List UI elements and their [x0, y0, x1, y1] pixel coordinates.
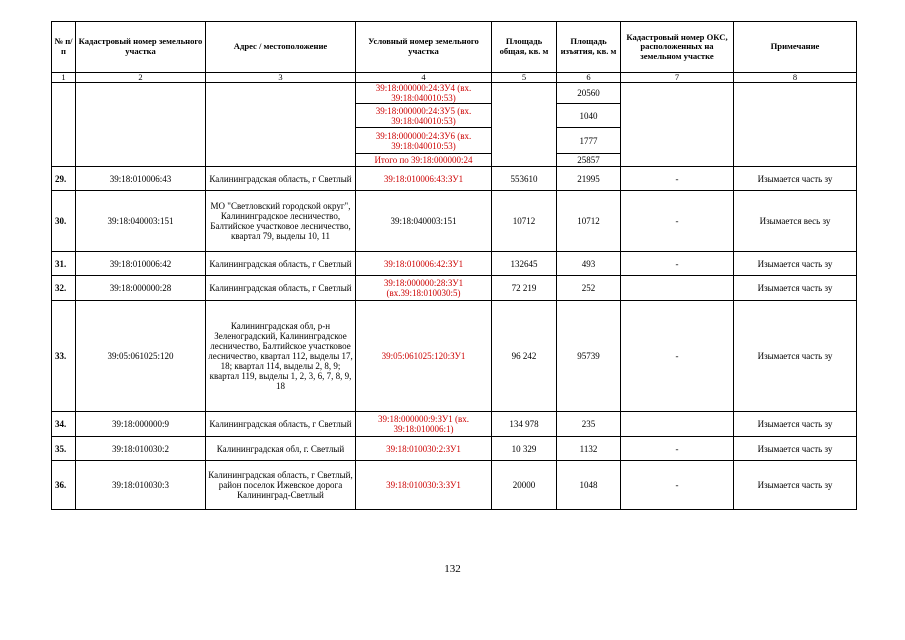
- row-number: 30.: [52, 191, 76, 252]
- note: Изымается часть зу: [734, 167, 857, 191]
- table-row: [52, 191, 857, 252]
- page-number: 132: [444, 563, 461, 575]
- cadastral-number: 39:18:010030:3: [76, 461, 206, 510]
- oks-number: [621, 412, 734, 437]
- area-taken: 20560: [557, 83, 621, 104]
- area-taken: 21995: [557, 167, 621, 191]
- oks-number: -: [621, 252, 734, 276]
- oks-number: [621, 276, 734, 301]
- oks-number: -: [621, 191, 734, 252]
- cadastral-number: 39:05:061025:120: [76, 301, 206, 412]
- header-number: № п/п: [52, 22, 76, 73]
- row-number: 32.: [52, 276, 76, 301]
- address: Калининградская обл, р-н Зеленоградский, Калининградское лесничество, Балтийское участковое лесничество, квартал 112, выделы 17, 18; квартал 114, выделы 2, 8, 9; квартал 119, выделы 1, 2, 3, 6, 7, 8, 9, 18: [206, 301, 356, 412]
- conditional-number-total: Итого по 39:18:000000:24: [356, 154, 492, 167]
- table-row: [52, 276, 857, 301]
- row-number: 31.: [52, 252, 76, 276]
- empty-cell: [206, 83, 356, 167]
- header-area-taken: Площадь изъятия, кв. м: [557, 22, 621, 73]
- cadastral-number: 39:18:010006:42: [76, 252, 206, 276]
- column-number: 8: [734, 73, 857, 83]
- cadastral-number: 39:18:000000:9: [76, 412, 206, 437]
- note: Изымается часть зу: [734, 252, 857, 276]
- land-plots-table: [51, 21, 857, 510]
- header-address: Адрес / местоположение: [206, 22, 356, 73]
- conditional-number: 39:18:010006:42:ЗУ1: [356, 252, 492, 276]
- header-conditional-number: Условный номер земельного участка: [356, 22, 492, 73]
- column-number: 3: [206, 73, 356, 83]
- empty-cell: [621, 83, 734, 167]
- area-taken: 1132: [557, 437, 621, 461]
- cadastral-number: 39:18:040003:151: [76, 191, 206, 252]
- conditional-number: 39:18:010030:2:ЗУ1: [356, 437, 492, 461]
- conditional-number: 39:18:000000:24:ЗУ5 (вх. 39:18:040010:53): [356, 104, 492, 128]
- table-row: [52, 167, 857, 191]
- cadastral-number: 39:18:010030:2: [76, 437, 206, 461]
- conditional-number: 39:18:010006:43:ЗУ1: [356, 167, 492, 191]
- header-note: Примечание: [734, 22, 857, 73]
- conditional-number: 39:18:040003:151: [356, 191, 492, 252]
- empty-cell: [52, 83, 76, 167]
- table-row: [52, 437, 857, 461]
- area-taken-total: 25857: [557, 154, 621, 167]
- conditional-number: 39:18:000000:9:ЗУ1 (вх. 39:18:010006:1): [356, 412, 492, 437]
- column-number: 5: [492, 73, 557, 83]
- conditional-number: 39:18:000000:28:ЗУ1 (вх.39:18:010030:5): [356, 276, 492, 301]
- area-taken: 252: [557, 276, 621, 301]
- row-number: 34.: [52, 412, 76, 437]
- area-taken: 235: [557, 412, 621, 437]
- note: Изымается весь зу: [734, 191, 857, 252]
- oks-number: -: [621, 167, 734, 191]
- row-number: 33.: [52, 301, 76, 412]
- address: Калининградская область, г Светлый: [206, 276, 356, 301]
- area-taken: 1777: [557, 128, 621, 154]
- address: Калининградская область, г Светлый: [206, 167, 356, 191]
- area-total: 132645: [492, 252, 557, 276]
- conditional-number: 39:05:061025:120:ЗУ1: [356, 301, 492, 412]
- area-taken: 95739: [557, 301, 621, 412]
- column-number: 6: [557, 73, 621, 83]
- note: Изымается часть зу: [734, 437, 857, 461]
- address: Калининградская область, г Светлый, район поселок Ижевское дорога Калининград-Светлый: [206, 461, 356, 510]
- header-cadastral: Кадастровый номер земельного участка: [76, 22, 206, 73]
- oks-number: -: [621, 301, 734, 412]
- table-row: [52, 301, 857, 412]
- empty-cell: [492, 83, 557, 167]
- note: Изымается часть зу: [734, 301, 857, 412]
- column-number-row: [52, 73, 857, 83]
- empty-cell: [734, 83, 857, 167]
- address: Калининградская область, г Светлый: [206, 412, 356, 437]
- continuation-row: [52, 83, 857, 104]
- oks-number: -: [621, 437, 734, 461]
- row-number: 29.: [52, 167, 76, 191]
- area-taken: 1040: [557, 104, 621, 128]
- column-number: 1: [52, 73, 76, 83]
- cadastral-number: 39:18:010006:43: [76, 167, 206, 191]
- column-number: 7: [621, 73, 734, 83]
- area-total: 553610: [492, 167, 557, 191]
- address: МО "Светловский городской округ", Калининградское лесничество, Балтийское участковое лесничество, квартал 79, выделы 10, 11: [206, 191, 356, 252]
- header-row: [52, 22, 857, 73]
- area-total: 96 242: [492, 301, 557, 412]
- note: Изымается часть зу: [734, 412, 857, 437]
- row-number: 36.: [52, 461, 76, 510]
- conditional-number: 39:18:010030:3:ЗУ1: [356, 461, 492, 510]
- note: Изымается часть зу: [734, 461, 857, 510]
- area-total: 10 329: [492, 437, 557, 461]
- header-oks: Кадастровый номер ОКС, расположенных на земельном участке: [621, 22, 734, 73]
- table-row: [52, 412, 857, 437]
- area-taken: 1048: [557, 461, 621, 510]
- empty-cell: [76, 83, 206, 167]
- conditional-number: 39:18:000000:24:ЗУ4 (вх. 39:18:040010:53): [356, 83, 492, 104]
- note: Изымается часть зу: [734, 276, 857, 301]
- area-total: 134 978: [492, 412, 557, 437]
- column-number: 2: [76, 73, 206, 83]
- address: Калининградская область, г Светлый: [206, 252, 356, 276]
- table-row: [52, 252, 857, 276]
- area-total: 72 219: [492, 276, 557, 301]
- area-taken: 493: [557, 252, 621, 276]
- conditional-number: 39:18:000000:24:ЗУ6 (вх. 39:18:040010:53): [356, 128, 492, 154]
- column-number: 4: [356, 73, 492, 83]
- area-total: 20000: [492, 461, 557, 510]
- area-total: 10712: [492, 191, 557, 252]
- header-area-total: Площадь общая, кв. м: [492, 22, 557, 73]
- row-number: 35.: [52, 437, 76, 461]
- table-row: [52, 461, 857, 510]
- area-taken: 10712: [557, 191, 621, 252]
- cadastral-number: 39:18:000000:28: [76, 276, 206, 301]
- address: Калининградская обл, г. Светлый: [206, 437, 356, 461]
- oks-number: -: [621, 461, 734, 510]
